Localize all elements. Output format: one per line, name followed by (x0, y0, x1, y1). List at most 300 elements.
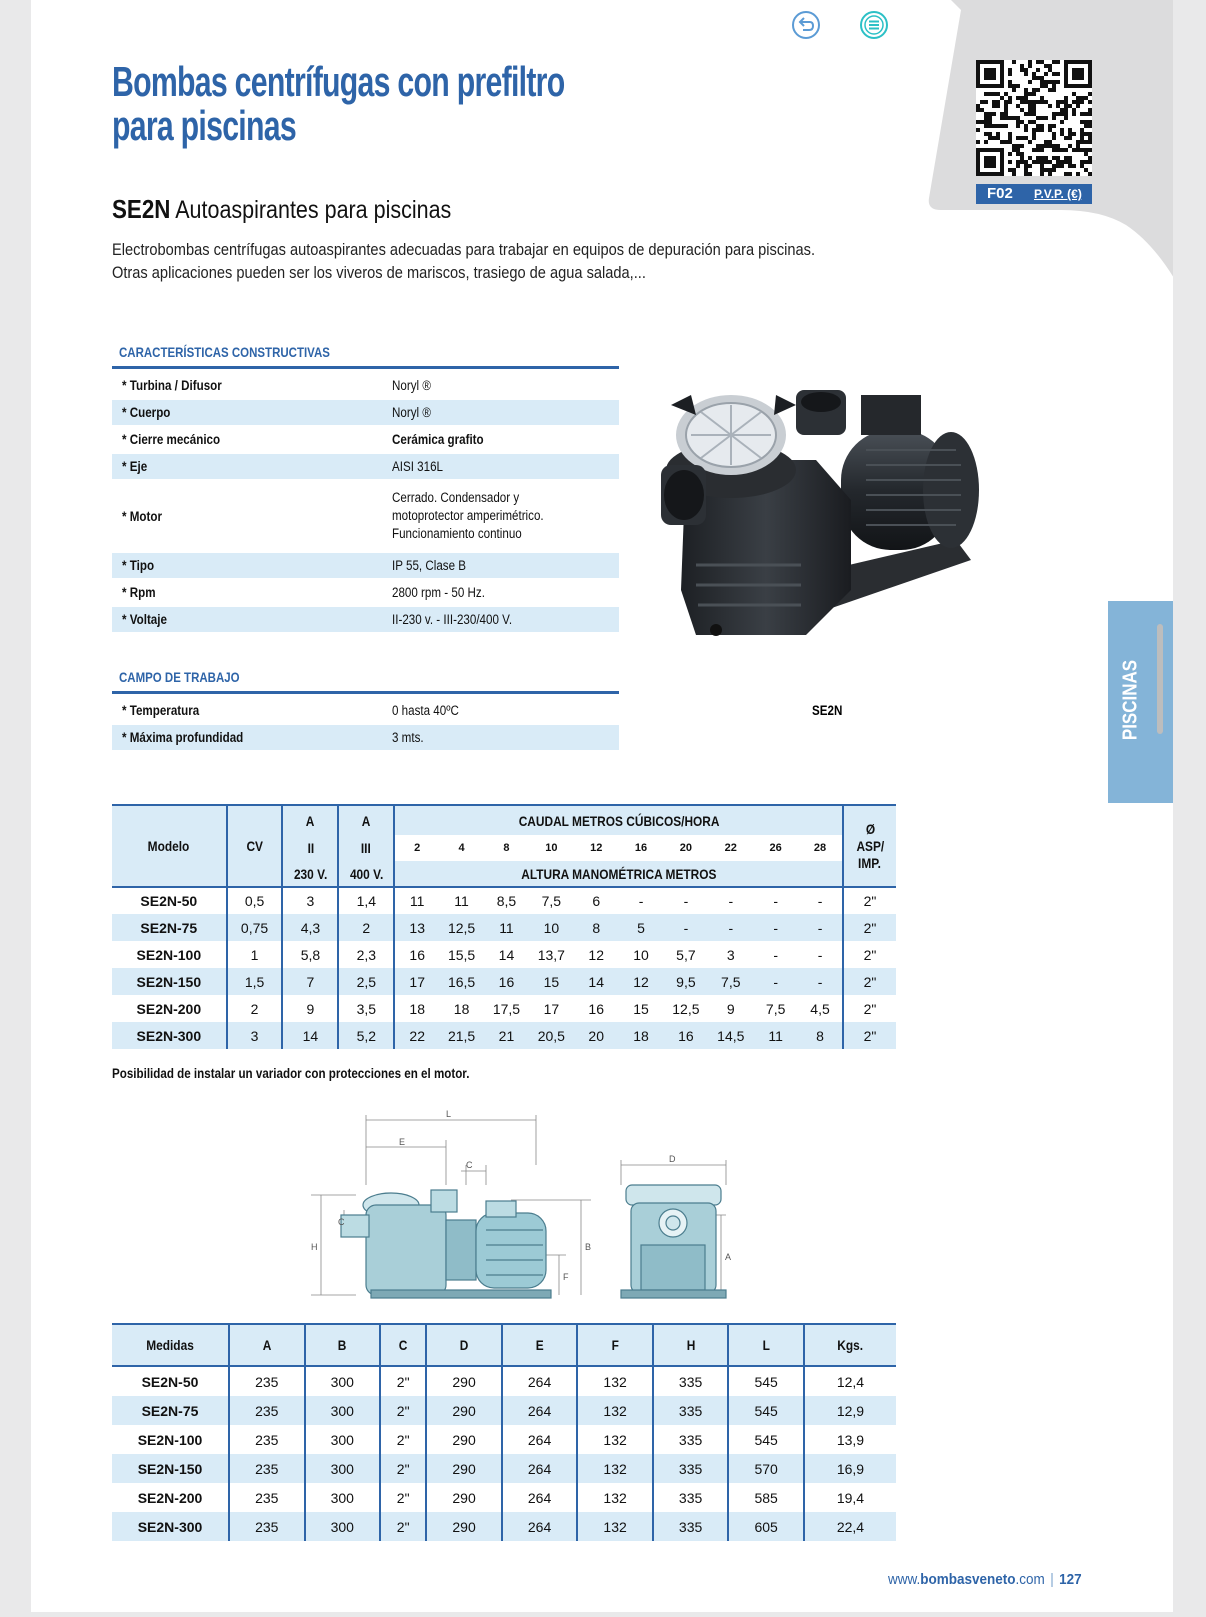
col-a2-mid: III (338, 835, 394, 861)
qr-module (996, 132, 1000, 136)
qr-module (1016, 84, 1020, 88)
dims-cell-value: 22,4 (804, 1512, 896, 1541)
qr-module (976, 104, 980, 108)
col-cv: CV (227, 805, 283, 887)
spec-value: Noryl ® (392, 378, 431, 393)
qr-module (1088, 120, 1092, 124)
perf-cell-head: 16 (394, 941, 439, 968)
perf-cell-head: - (753, 914, 798, 941)
qr-module (1052, 88, 1056, 92)
dims-cell-value: 235 (229, 1512, 305, 1541)
perf-cell-a2: 1,4 (338, 887, 394, 914)
qr-module (992, 92, 996, 96)
qr-module (1036, 100, 1040, 104)
dims-cell-value: 132 (577, 1454, 653, 1483)
perf-cell-head: 14,5 (708, 1022, 753, 1049)
qr-module (1080, 96, 1084, 100)
qr-module (984, 68, 996, 80)
spec-row (112, 553, 619, 578)
qr-module (1024, 136, 1028, 140)
pump-caption: SE2N (812, 703, 843, 718)
qr-module (1044, 72, 1048, 76)
perf-cell-head: 11 (394, 887, 439, 914)
perf-cell-head: 18 (453, 1000, 470, 1017)
perf-row (112, 914, 896, 941)
qr-module (1008, 96, 1012, 100)
qr-module (1060, 120, 1064, 124)
qr-module (1044, 160, 1048, 164)
perf-cell-a2: 2,3 (338, 941, 394, 968)
perf-cell-a1: 7 (282, 968, 338, 995)
dims-cell-value: 235 (229, 1425, 305, 1454)
qr-module (1036, 116, 1040, 120)
qr-module (1088, 156, 1092, 160)
qr-module (1028, 140, 1032, 144)
perf-cell-head: 16,5 (439, 968, 484, 995)
perf-cell-head: 13,7 (537, 946, 565, 963)
perf-row (112, 887, 896, 914)
qr-module (1028, 112, 1032, 116)
spec-row (112, 454, 619, 479)
dims-cell-value: 300 (305, 1483, 381, 1512)
dims-cell-value: 132 (577, 1512, 653, 1541)
qr-module (996, 124, 1000, 128)
perf-cell-head: 13 (394, 914, 439, 941)
qr-module (988, 112, 992, 116)
construction-divider (112, 366, 619, 369)
perf-cell-head: 8 (574, 914, 619, 941)
perf-cell-cv: 3 (227, 1022, 283, 1049)
qr-module (1032, 100, 1036, 104)
qr-module (1064, 116, 1068, 120)
qr-module (980, 100, 984, 104)
dims-cell-value: 235 (229, 1366, 305, 1396)
qr-module (1004, 108, 1008, 112)
qr-module (1024, 96, 1028, 100)
qr-module (1048, 88, 1052, 92)
qr-module (1088, 136, 1092, 140)
perf-cell-head: 8 (798, 1022, 843, 1049)
perf-cell-head: 11 (753, 1022, 798, 1049)
dims-header-row (112, 1324, 896, 1366)
col-a1-bot: 230 V. (282, 861, 338, 887)
perf-cell-a2: 2 (338, 914, 394, 941)
qr-module (1052, 116, 1056, 120)
qr-module (1088, 112, 1092, 116)
qr-module (1064, 156, 1068, 160)
page-number: 127 (1059, 1571, 1082, 1588)
dims-col-d: D (426, 1324, 502, 1366)
perf-cell-head: 7,5 (541, 893, 562, 909)
qr-module (1008, 152, 1012, 156)
qr-module (1020, 160, 1024, 164)
qr-module (1076, 100, 1080, 104)
qr-module (1024, 164, 1028, 168)
dims-row (112, 1512, 896, 1541)
spec-key: * Temperatura (122, 703, 200, 718)
qr-module (1000, 140, 1004, 144)
dims-row (112, 1425, 896, 1454)
qr-module (1020, 64, 1024, 68)
spec-key: * Rpm (122, 585, 156, 600)
footer-domain: bombasveneto (920, 1571, 1016, 1588)
qr-module (1016, 124, 1020, 128)
qr-module (1080, 136, 1084, 140)
qr-module (1076, 148, 1080, 152)
dims-row (112, 1396, 896, 1425)
dimensions-table (112, 1323, 896, 1541)
qr-module (1084, 152, 1088, 156)
spec-key: * Turbina / Difusor (122, 378, 222, 393)
qr-module (1040, 76, 1044, 80)
qr-module (1060, 128, 1064, 132)
qr-module (1080, 140, 1084, 144)
perf-cell-head: 21,5 (439, 1022, 484, 1049)
qr-module (1068, 164, 1072, 168)
qr-module (1016, 116, 1020, 120)
catalog-page (31, 0, 1173, 1612)
qr-module (988, 136, 992, 140)
col-a1-mid: II (282, 835, 338, 861)
perf-cell-head: - (663, 914, 708, 941)
qr-module (988, 124, 992, 128)
menu-button[interactable] (859, 10, 889, 40)
qr-module (1016, 148, 1020, 152)
qr-module (984, 116, 988, 120)
qr-module (1052, 124, 1056, 128)
perf-cell-model: SE2N-50 (140, 893, 198, 909)
qr-module (1064, 172, 1068, 176)
spec-value: 0 hasta 40ºC (392, 703, 459, 718)
dims-cell-value: 235 (229, 1454, 305, 1483)
dims-cell-value: 12,4 (804, 1366, 896, 1396)
dims-cell-value: 2" (380, 1483, 426, 1512)
spec-value-line: Cerrado. Condensador y (392, 490, 520, 505)
qr-module (1056, 160, 1060, 164)
flow-col: 26 (753, 835, 798, 861)
dims-cell-value: 290 (426, 1512, 502, 1541)
qr-module (1048, 140, 1052, 144)
dims-cell-value: 300 (305, 1454, 381, 1483)
perf-cell-diameter: 2" (843, 887, 896, 914)
qr-module (1084, 96, 1088, 100)
qr-module (1012, 144, 1016, 148)
spec-row (112, 698, 619, 723)
qr-module (1020, 136, 1024, 140)
label-H: H (311, 1242, 318, 1252)
qr-module (1056, 156, 1060, 160)
qr-module (976, 120, 980, 124)
qr-module (1036, 76, 1040, 80)
spec-key: * Máxima profundidad (122, 730, 244, 745)
spec-row (112, 725, 619, 750)
back-arrow-icon (791, 10, 821, 40)
qr-module (1052, 132, 1056, 136)
work-field-title: CAMPO DE TRABAJO (119, 669, 240, 685)
perf-cell-a1: 5,8 (282, 941, 338, 968)
dims-cell-value: 335 (653, 1454, 729, 1483)
dims-cell-model: SE2N-75 (112, 1396, 229, 1425)
qr-module (1004, 112, 1008, 116)
spec-row (112, 400, 619, 425)
qr-module (1072, 92, 1076, 96)
qr-module (1052, 148, 1056, 152)
dims-cell-value: 290 (426, 1366, 502, 1396)
perf-cell-head: 12,5 (672, 1000, 700, 1017)
qr-module (1004, 116, 1008, 120)
spec-key: * Tipo (122, 558, 155, 573)
perf-cell-head: 14 (498, 946, 515, 963)
qr-module (1008, 136, 1012, 140)
dims-cell-model: SE2N-150 (112, 1454, 229, 1483)
flow-col: 2 (394, 835, 439, 861)
qr-module (1016, 136, 1020, 140)
qr-module (1088, 100, 1092, 104)
qr-module (1016, 160, 1020, 164)
spec-value: II-230 v. - III-230/400 V. (392, 612, 513, 627)
perf-row (112, 995, 896, 1022)
qr-module (1020, 156, 1024, 160)
dims-row (112, 1454, 896, 1483)
qr-module (1056, 148, 1060, 152)
qr-module (1040, 160, 1044, 164)
qr-module (1008, 68, 1012, 72)
qr-module (1056, 144, 1060, 148)
qr-module (1060, 100, 1064, 104)
perf-cell-head: 9,5 (663, 968, 708, 995)
qr-module (1084, 124, 1088, 128)
dims-col-b: B (305, 1324, 381, 1366)
perf-cell-head: 7,5 (765, 1000, 786, 1017)
perf-cell-head: 21 (484, 1022, 529, 1049)
perf-cell-head: 20 (574, 1022, 619, 1049)
label-C-side: C (338, 1217, 345, 1227)
qr-module (1028, 156, 1032, 160)
qr-module (1032, 72, 1036, 76)
qr-module (1044, 156, 1048, 160)
section-tab-label: PISCINAS (1119, 659, 1142, 741)
dims-cell-value: 19,4 (804, 1483, 896, 1512)
qr-module (1040, 172, 1044, 176)
qr-module (1012, 172, 1016, 176)
qr-module (1048, 128, 1052, 132)
qr-module (1032, 132, 1036, 136)
qr-module (1024, 72, 1028, 76)
dims-cell-value: 300 (305, 1396, 381, 1425)
qr-module (1040, 148, 1044, 152)
perf-cell-head: - (753, 968, 798, 995)
qr-module (984, 132, 988, 136)
dims-col-h: H (653, 1324, 729, 1366)
qr-module (1060, 148, 1064, 152)
perf-cell-diameter: 2" (843, 995, 896, 1022)
flow-col: 20 (663, 835, 708, 861)
qr-badge (976, 184, 1092, 204)
qr-module (1080, 100, 1084, 104)
qr-module (1080, 148, 1084, 152)
back-button[interactable] (791, 10, 821, 40)
perf-cell-head: 17 (394, 968, 439, 995)
qr-module (1008, 84, 1012, 88)
col-modelo: Modelo (112, 805, 227, 887)
qr-module (1036, 156, 1040, 160)
dims-row (112, 1366, 896, 1396)
perf-cell-a1: 3 (282, 887, 338, 914)
scrollbar-thumb[interactable] (1157, 624, 1163, 734)
perf-cell-head: - (638, 893, 644, 909)
qr-module (1060, 108, 1064, 112)
qr-module (1088, 108, 1092, 112)
qr-module (1044, 80, 1048, 84)
qr-module (1032, 148, 1036, 152)
qr-module (996, 136, 1000, 140)
qr-module (1012, 168, 1016, 172)
qr-module (1036, 148, 1040, 152)
qr-module (1016, 120, 1020, 124)
qr-module (988, 120, 992, 124)
dims-cell-value: 16,9 (804, 1454, 896, 1483)
dims-cell-value: 570 (728, 1454, 804, 1483)
dims-cell-value: 335 (653, 1512, 729, 1541)
qr-module (1032, 160, 1036, 164)
perf-cell-a1: 4,3 (282, 914, 338, 941)
qr-module (1084, 120, 1088, 124)
qr-module (1088, 92, 1092, 96)
dims-cell-value: 290 (426, 1454, 502, 1483)
qr-module (1088, 132, 1092, 136)
perf-cell-model: SE2N-300 (112, 1022, 227, 1049)
qr-module (1068, 160, 1072, 164)
qr-module (1052, 168, 1056, 172)
perf-cell-cv: 0,5 (227, 887, 283, 914)
label-F: F (563, 1272, 569, 1282)
qr-module (1008, 100, 1012, 104)
qr-module (1088, 172, 1092, 176)
perf-cell-head: - (798, 968, 843, 995)
qr-module (1044, 144, 1048, 148)
perf-cell-head: 17 (543, 1000, 560, 1017)
dims-cell-value: 290 (426, 1425, 502, 1454)
qr-code-icon[interactable] (976, 60, 1092, 176)
perf-cell-head: - (728, 893, 734, 909)
qr-module (988, 132, 992, 136)
qr-module (1048, 124, 1052, 128)
perf-cell-head: - (817, 946, 823, 963)
qr-module (1000, 116, 1004, 120)
dims-cell-value: 545 (728, 1425, 804, 1454)
footer-url[interactable] (888, 1571, 1082, 1588)
qr-module (1004, 140, 1008, 144)
dims-row (112, 1483, 896, 1512)
flow-col: 12 (574, 835, 619, 861)
qr-module (1024, 112, 1028, 116)
qr-module (1052, 72, 1056, 76)
qr-module (1080, 128, 1084, 132)
spec-key: * Voltaje (122, 612, 167, 627)
qr-module (1040, 100, 1044, 104)
perf-cell-head: 5 (619, 914, 664, 941)
perf-cell-head: 12 (619, 968, 664, 995)
qr-module (1080, 132, 1084, 136)
qr-module (1048, 104, 1052, 108)
variator-note: Posibilidad de instalar un variador con protecciones en el motor. (112, 1066, 470, 1081)
qr-module (1072, 100, 1076, 104)
dims-cell-value: 13,9 (804, 1425, 896, 1454)
dims-cell-value: 335 (653, 1483, 729, 1512)
qr-module (1048, 80, 1052, 84)
qr-module (1048, 168, 1052, 172)
qr-module (1068, 172, 1072, 176)
qr-module (1072, 132, 1076, 136)
dims-cell-value: 2" (380, 1396, 426, 1425)
dims-cell-value: 335 (653, 1425, 729, 1454)
qr-module (1008, 80, 1012, 84)
qr-module (1068, 136, 1072, 140)
spec-row (112, 373, 619, 398)
qr-module (1052, 80, 1056, 84)
footer-tld: .com (1015, 1571, 1045, 1588)
spec-key: * Cierre mecánico (122, 432, 221, 447)
qr-module (1056, 72, 1060, 76)
perf-cell-head: - (708, 914, 753, 941)
qr-module (976, 108, 980, 112)
qr-module (976, 140, 980, 144)
qr-module (1024, 88, 1028, 92)
qr-module (1036, 88, 1040, 92)
qr-module (1056, 60, 1060, 64)
dims-col-l: L (728, 1324, 804, 1366)
qr-module (1060, 160, 1064, 164)
qr-module (1080, 112, 1084, 116)
qr-module (1016, 104, 1020, 108)
label-C-top: C (466, 1160, 473, 1170)
qr-module (1024, 100, 1028, 104)
perf-cell-model: SE2N-150 (112, 968, 227, 995)
qr-module (1072, 112, 1076, 116)
qr-module (1076, 140, 1080, 144)
perf-cell-head: 4,5 (810, 1000, 830, 1017)
col-caudal: CAUDAL METROS CÚBICOS/HORA (394, 805, 843, 835)
qr-module (1064, 160, 1068, 164)
qr-module (1020, 68, 1024, 72)
perf-cell-head: - (817, 893, 823, 909)
qr-module (1068, 156, 1072, 160)
qr-module (1060, 112, 1064, 116)
perf-cell-head: - (773, 946, 778, 963)
perf-cell-a1: 9 (282, 995, 338, 1022)
qr-module (1072, 148, 1076, 152)
qr-module (1040, 156, 1044, 160)
qr-module (1024, 92, 1028, 96)
qr-module (1032, 120, 1036, 124)
pump-photo (656, 390, 1006, 660)
qr-module (1032, 76, 1036, 80)
spec-row (112, 607, 619, 632)
qr-module (1084, 168, 1088, 172)
dims-cell-value: 12,9 (804, 1396, 896, 1425)
perf-cell-head: 10 (633, 946, 649, 963)
spec-row (112, 427, 619, 452)
spec-value: Cerámica grafito (392, 432, 484, 447)
qr-module (1068, 144, 1072, 148)
performance-table (112, 804, 896, 1049)
qr-module (1020, 120, 1024, 124)
product-description: Electrobombas centrífugas autoaspirantes adecuadas para trabajar en equipos de depuración para piscinas. Otras aplicaciones pueden ser los viveros de mariscos, trasiego de agua salada,... (112, 240, 816, 282)
qr-module (1036, 68, 1040, 72)
qr-module (1056, 164, 1060, 168)
perf-cell-a2: 5,2 (338, 1022, 394, 1049)
flow-col: 28 (798, 835, 843, 861)
